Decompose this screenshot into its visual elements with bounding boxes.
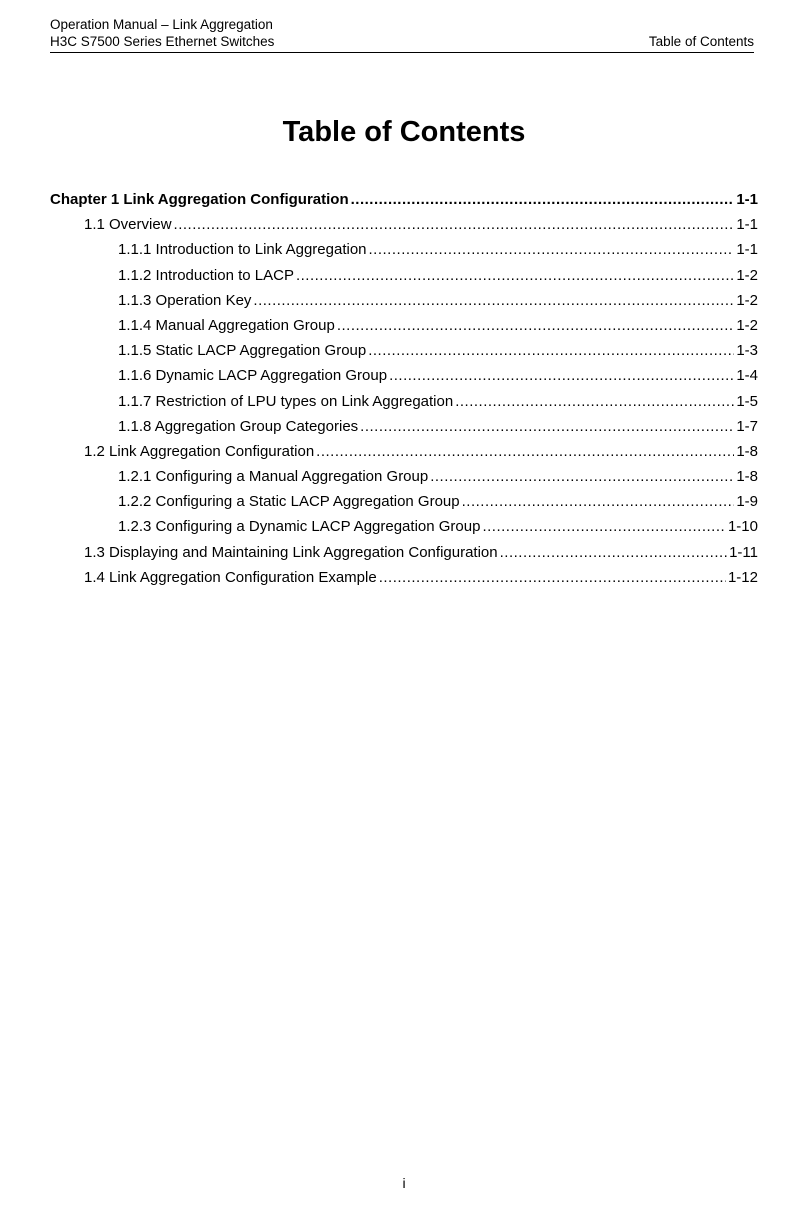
toc-entry-title: 1.2.2 Configuring a Static LACP Aggregation Group	[118, 493, 460, 511]
toc-entry-page: 1-2	[736, 291, 758, 309]
toc-entry-page: 1-10	[727, 518, 758, 536]
toc-entry-page: 1-12	[727, 568, 758, 586]
toc-entry[interactable]	[50, 363, 758, 388]
toc-entry[interactable]	[50, 389, 758, 414]
toc-entry-page: 1-7	[736, 417, 758, 435]
toc-entry-page: 1-9	[736, 493, 758, 511]
toc-dot-leader	[360, 414, 734, 439]
toc-entry-title: 1.2.3 Configuring a Dynamic LACP Aggregation Group	[118, 518, 481, 536]
toc-entry[interactable]	[50, 338, 758, 363]
toc-entry[interactable]	[50, 414, 758, 439]
toc-entry-title: 1.2.1 Configuring a Manual Aggregation Group	[118, 468, 429, 486]
toc-entry-title: 1.2 Link Aggregation Configuration	[84, 442, 315, 460]
toc-entry[interactable]	[50, 489, 758, 514]
toc-entry-title: 1.3 Displaying and Maintaining Link Aggregation Configuration	[84, 543, 498, 561]
toc-entry-page: 1-1	[736, 216, 758, 234]
toc-dot-leader	[296, 263, 734, 288]
toc-entry-page: 1-11	[729, 543, 758, 561]
toc-entry[interactable]	[50, 514, 758, 539]
toc-dot-leader	[455, 389, 734, 414]
header-product: H3C S7500 Series Ethernet Switches	[50, 34, 275, 49]
toc-dot-leader	[379, 565, 726, 590]
toc-dot-leader	[253, 288, 734, 313]
toc-dot-leader	[482, 514, 726, 539]
toc-entry-title: 1.1.2 Introduction to LACP	[118, 266, 294, 284]
toc-entry-title: Chapter 1 Link Aggregation Configuration	[50, 191, 349, 208]
toc-entry-title: 1.1.6 Dynamic LACP Aggregation Group	[118, 367, 388, 385]
toc-entry-page: 1-2	[736, 266, 758, 284]
header-section: Table of Contents	[648, 34, 754, 49]
toc-entry[interactable]	[50, 288, 758, 313]
toc-entry-title: 1.1.5 Static LACP Aggregation Group	[118, 342, 367, 360]
toc-entry[interactable]	[50, 263, 758, 288]
toc-dot-leader	[337, 313, 734, 338]
page-number: i	[402, 1175, 406, 1191]
toc-entry-page: 1-8	[736, 468, 758, 486]
toc-entry[interactable]	[50, 212, 758, 237]
toc-entry-page: 1-8	[736, 442, 758, 460]
header-manual-title: Operation Manual – Link Aggregation	[50, 17, 273, 32]
toc-entry-title: 1.1.1 Introduction to Link Aggregation	[118, 241, 367, 259]
toc-dot-leader	[389, 363, 734, 388]
toc-entry[interactable]	[50, 540, 758, 565]
toc-entry[interactable]	[50, 464, 758, 489]
toc-dot-leader	[500, 540, 727, 565]
toc-entry-page: 1-4	[736, 367, 758, 385]
toc-entry[interactable]	[50, 187, 758, 212]
page-header	[50, 16, 754, 53]
toc-dot-leader	[351, 187, 735, 212]
toc-entry[interactable]	[50, 439, 758, 464]
toc-entry-page: 1-1	[736, 241, 758, 259]
toc-entry-title: 1.1 Overview	[84, 216, 172, 234]
toc-entry-page: 1-2	[736, 316, 758, 334]
toc-entry-page: 1-3	[736, 342, 758, 360]
toc-dot-leader	[174, 212, 735, 237]
toc-entry-title: 1.4 Link Aggregation Configuration Example	[84, 568, 377, 586]
toc-dot-leader	[316, 439, 734, 464]
toc-dot-leader	[462, 489, 735, 514]
toc-entry[interactable]	[50, 313, 758, 338]
toc-entry-title: 1.1.4 Manual Aggregation Group	[118, 316, 335, 334]
toc-entry-page: 1-5	[736, 392, 758, 410]
table-of-contents	[50, 187, 758, 590]
toc-entry[interactable]	[50, 565, 758, 590]
toc-entry[interactable]	[50, 237, 758, 262]
toc-dot-leader	[369, 237, 735, 262]
toc-dot-leader	[368, 338, 734, 363]
page-title: Table of Contents	[282, 116, 526, 148]
toc-entry-title: 1.1.7 Restriction of LPU types on Link Aggregation	[118, 392, 454, 410]
toc-entry-title: 1.1.8 Aggregation Group Categories	[118, 417, 359, 435]
toc-dot-leader	[430, 464, 734, 489]
toc-entry-page: 1-1	[736, 191, 758, 208]
toc-entry-title: 1.1.3 Operation Key	[118, 291, 252, 309]
